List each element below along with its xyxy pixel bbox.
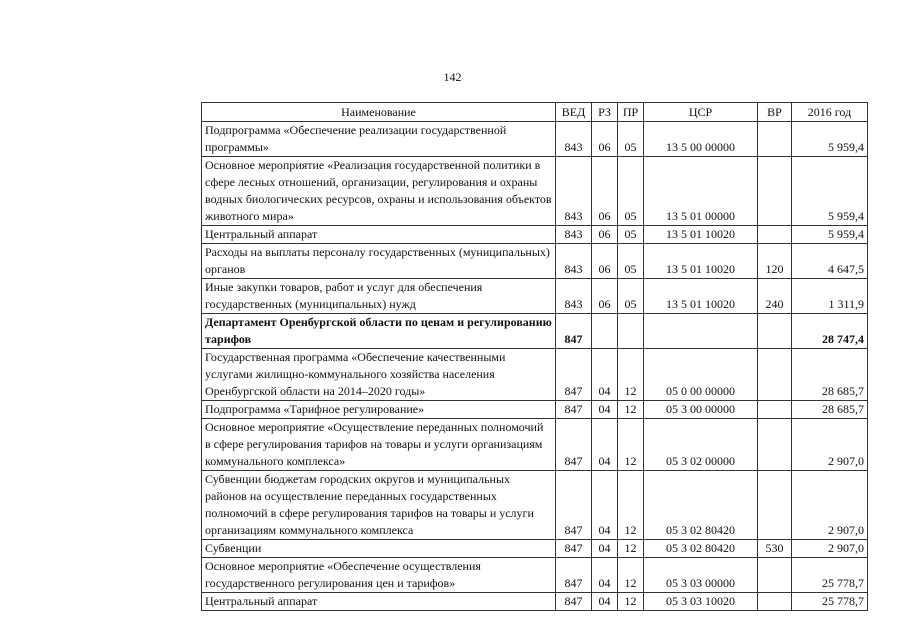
- row-ved: 847: [556, 401, 592, 419]
- table-header-row: [202, 103, 868, 122]
- row-csr: 05 3 02 00000: [644, 419, 758, 471]
- header-rz: РЗ: [592, 103, 618, 122]
- row-rz: 04: [592, 419, 618, 471]
- row-rz: 06: [592, 226, 618, 244]
- row-name: Субвенции: [202, 540, 556, 558]
- row-csr: 13 5 01 00000: [644, 157, 758, 226]
- table-row: [202, 226, 868, 244]
- row-name: Подпрограмма «Тарифное регулирование»: [202, 401, 556, 419]
- row-rz: 06: [592, 157, 618, 226]
- row-ved: 847: [556, 419, 592, 471]
- row-rz: 04: [592, 558, 618, 593]
- row-vr: [758, 349, 792, 401]
- table-row: [202, 349, 868, 401]
- row-vr: 120: [758, 244, 792, 279]
- row-csr: 05 3 03 00000: [644, 558, 758, 593]
- row-rz: 06: [592, 279, 618, 314]
- row-pr: 05: [618, 226, 644, 244]
- row-vr: [758, 122, 792, 157]
- row-vr: [758, 314, 792, 349]
- row-rz: 06: [592, 244, 618, 279]
- row-csr: 05 3 02 80420: [644, 540, 758, 558]
- header-name: Наименование: [202, 103, 556, 122]
- row-pr: 12: [618, 401, 644, 419]
- row-vr: [758, 157, 792, 226]
- row-vr: 240: [758, 279, 792, 314]
- row-vr: [758, 558, 792, 593]
- row-csr: 05 3 03 10020: [644, 593, 758, 611]
- row-amount: 5 959,4: [792, 122, 868, 157]
- row-pr: 05: [618, 244, 644, 279]
- row-name: Департамент Оренбургской области по ценам и регулированию тарифов: [202, 314, 556, 349]
- header-vr: ВР: [758, 103, 792, 122]
- row-ved: 847: [556, 349, 592, 401]
- row-amount: 5 959,4: [792, 157, 868, 226]
- table-row: [202, 157, 868, 226]
- row-rz: 04: [592, 471, 618, 540]
- row-pr: 12: [618, 471, 644, 540]
- row-pr: 05: [618, 122, 644, 157]
- row-amount: 4 647,5: [792, 244, 868, 279]
- row-amount: 1 311,9: [792, 279, 868, 314]
- row-pr: 12: [618, 419, 644, 471]
- row-amount: 2 907,0: [792, 419, 868, 471]
- row-ved: 843: [556, 279, 592, 314]
- row-rz: 06: [592, 122, 618, 157]
- row-amount: 28 685,7: [792, 401, 868, 419]
- row-vr: [758, 471, 792, 540]
- row-csr: 05 0 00 00000: [644, 349, 758, 401]
- row-name: Основное мероприятие «Осуществление переданных полномочий в сфере регулирования тарифов на товары и услуги организациям коммунального комплекса»: [202, 419, 556, 471]
- header-pr: ПР: [618, 103, 644, 122]
- header-ved: ВЕД: [556, 103, 592, 122]
- row-vr: [758, 419, 792, 471]
- row-vr: [758, 401, 792, 419]
- row-pr: 12: [618, 558, 644, 593]
- row-amount: 5 959,4: [792, 226, 868, 244]
- row-amount: 28 685,7: [792, 349, 868, 401]
- row-pr: 05: [618, 279, 644, 314]
- row-name: Субвенции бюджетам городских округов и муниципальных районов на осуществление переданных государственных полномочий в сфере регулирования тарифов на товары и услуги организациям коммунального комплекса: [202, 471, 556, 540]
- table-row: [202, 279, 868, 314]
- table-row: [202, 244, 868, 279]
- row-vr: 530: [758, 540, 792, 558]
- row-csr: 13 5 00 00000: [644, 122, 758, 157]
- row-amount: 28 747,4: [792, 314, 868, 349]
- row-name: Центральный аппарат: [202, 226, 556, 244]
- row-vr: [758, 226, 792, 244]
- row-ved: 843: [556, 157, 592, 226]
- row-amount: 2 907,0: [792, 471, 868, 540]
- row-pr: 05: [618, 157, 644, 226]
- row-csr: 13 5 01 10020: [644, 226, 758, 244]
- row-rz: 04: [592, 401, 618, 419]
- row-name: Центральный аппарат: [202, 593, 556, 611]
- row-csr: 13 5 01 10020: [644, 279, 758, 314]
- row-amount: 25 778,7: [792, 558, 868, 593]
- table-row: [202, 540, 868, 558]
- row-rz: 04: [592, 349, 618, 401]
- row-csr: [644, 314, 758, 349]
- table-row: [202, 558, 868, 593]
- row-amount: 2 907,0: [792, 540, 868, 558]
- row-rz: 04: [592, 540, 618, 558]
- row-pr: 12: [618, 540, 644, 558]
- row-vr: [758, 593, 792, 611]
- row-name: Основное мероприятие «Реализация государственной политики в сфере лесных отношений, организации, регулирования и охраны водных биологических ресурсов, охраны и использования объектов животного мира»: [202, 157, 556, 226]
- row-ved: 847: [556, 314, 592, 349]
- row-ved: 847: [556, 558, 592, 593]
- table-row: [202, 471, 868, 540]
- row-csr: 05 3 00 00000: [644, 401, 758, 419]
- row-ved: 843: [556, 122, 592, 157]
- row-pr: 12: [618, 349, 644, 401]
- row-ved: 847: [556, 471, 592, 540]
- row-csr: 13 5 01 10020: [644, 244, 758, 279]
- row-pr: [618, 314, 644, 349]
- row-amount: 25 778,7: [792, 593, 868, 611]
- row-ved: 843: [556, 226, 592, 244]
- row-csr: 05 3 02 80420: [644, 471, 758, 540]
- row-name: Основное мероприятие «Обеспечение осуществления государственного регулирования цен и тарифов»: [202, 558, 556, 593]
- row-ved: 843: [556, 244, 592, 279]
- row-ved: 847: [556, 540, 592, 558]
- table-row: [202, 593, 868, 611]
- page-number: 142: [443, 70, 462, 84]
- table-row: [202, 401, 868, 419]
- row-rz: [592, 314, 618, 349]
- table-row-department: [202, 314, 868, 349]
- header-year: 2016 год: [792, 103, 868, 122]
- row-name: Государственная программа «Обеспечение качественными услугами жилищно-коммунального хозяйства населения Оренбургской области на 2014–2020 годы»: [202, 349, 556, 401]
- table-row: [202, 419, 868, 471]
- table-row: [202, 122, 868, 157]
- row-name: Иные закупки товаров, работ и услуг для обеспечения государственных (муниципальных) нужд: [202, 279, 556, 314]
- row-name: Расходы на выплаты персоналу государственных (муниципальных) органов: [202, 244, 556, 279]
- row-rz: 04: [592, 593, 618, 611]
- budget-table: [201, 102, 868, 611]
- row-pr: 12: [618, 593, 644, 611]
- row-name: Подпрограмма «Обеспечение реализации государственной программы»: [202, 122, 556, 157]
- row-ved: 847: [556, 593, 592, 611]
- header-csr: ЦСР: [644, 103, 758, 122]
